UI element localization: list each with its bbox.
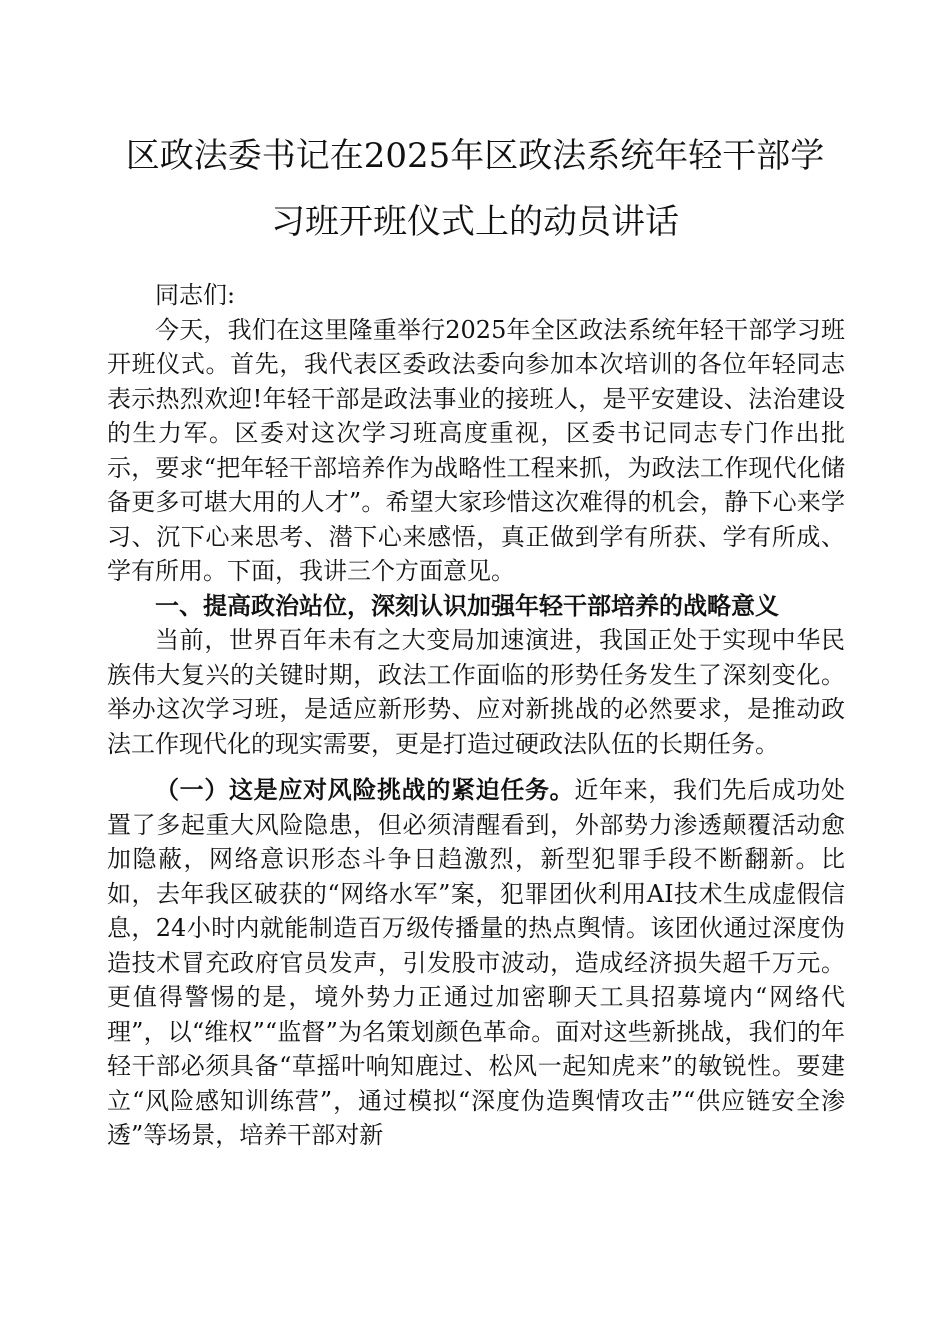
document-title-line-1: 区政法委书记在2025年区政法系统年轻干部学 [125,136,825,176]
document-title-line-2: 习班开班仪式上的动员讲话 [271,202,679,242]
paragraph-subsection-1 [107,773,845,1153]
paragraph-opening: 今天，我们在这里隆重举行2025年全区政法系统年轻干部学习班开班仪式。首先，我代表区委政法委向参加本次培训的各位年轻同志表示热烈欢迎!年轻干部是政法事业的接班人，是平安建设、法治建设的生力军。区委对这次学习班高度重视，区委书记同志专门作出批示，要求“把年轻干部培养作为战略性工程来抓，为政法工作现代化储备更多可堪大用的人才”。希望大家珍惜这次难得的机会，静下心来学习、沉下心来思考、潜下心来感悟，真正做到学有所获、学有所成、学有所用。下面，我讲三个方面意见。 [107,315,845,585]
subsection-1-text: 近年来，我们先后成功处置了多起重大风险隐患，但必须清醒看到，外部势力渗透颠覆活动愈加隐蔽，网络意识形态斗争日趋激烈，新型犯罪手段不断翻新。比如，去年我区破获的“网络水军”案，犯罪团伙利用AI技术生成虚假信息，24小时内就能制造百万级传播量的热点舆情。该团伙通过深度伪造技术冒充政府官员发声，引发股市波动，造成经济损失超千万元。更值得警惕的是，境外势力正通过加密聊天工具招募境内“网络代理”，以“维权”“监督”为名策划颜色革命。面对这些新挑战，我们的年轻干部必须具备“草摇叶响知鹿过、松风一起知虎来”的敏锐性。要建立“风险感知训练营”，通过模拟“深度伪造舆情攻击”“供应链安全渗透”等场景，培养干部对新 [107,776,846,1149]
section-heading-1: 一、提高政治站位，深刻认识加强年轻干部培养的战略意义 [155,590,779,620]
paragraph-section-1-intro: 当前，世界百年未有之大变局加速演进，我国正处于实现中华民族伟大复兴的关键时期，政法工作面临的形势任务发生了深刻变化。举办这次学习班，是适应新形势、应对新挑战的必然要求，是推动政法工作现代化的现实需要，更是打造过硬政法队伍的长期任务。 [107,626,845,758]
document-body [107,278,845,1153]
salutation: 同志们: [155,281,236,309]
subsection-1-heading: （一）这是应对风险挑战的紧迫任务。 [155,775,575,804]
